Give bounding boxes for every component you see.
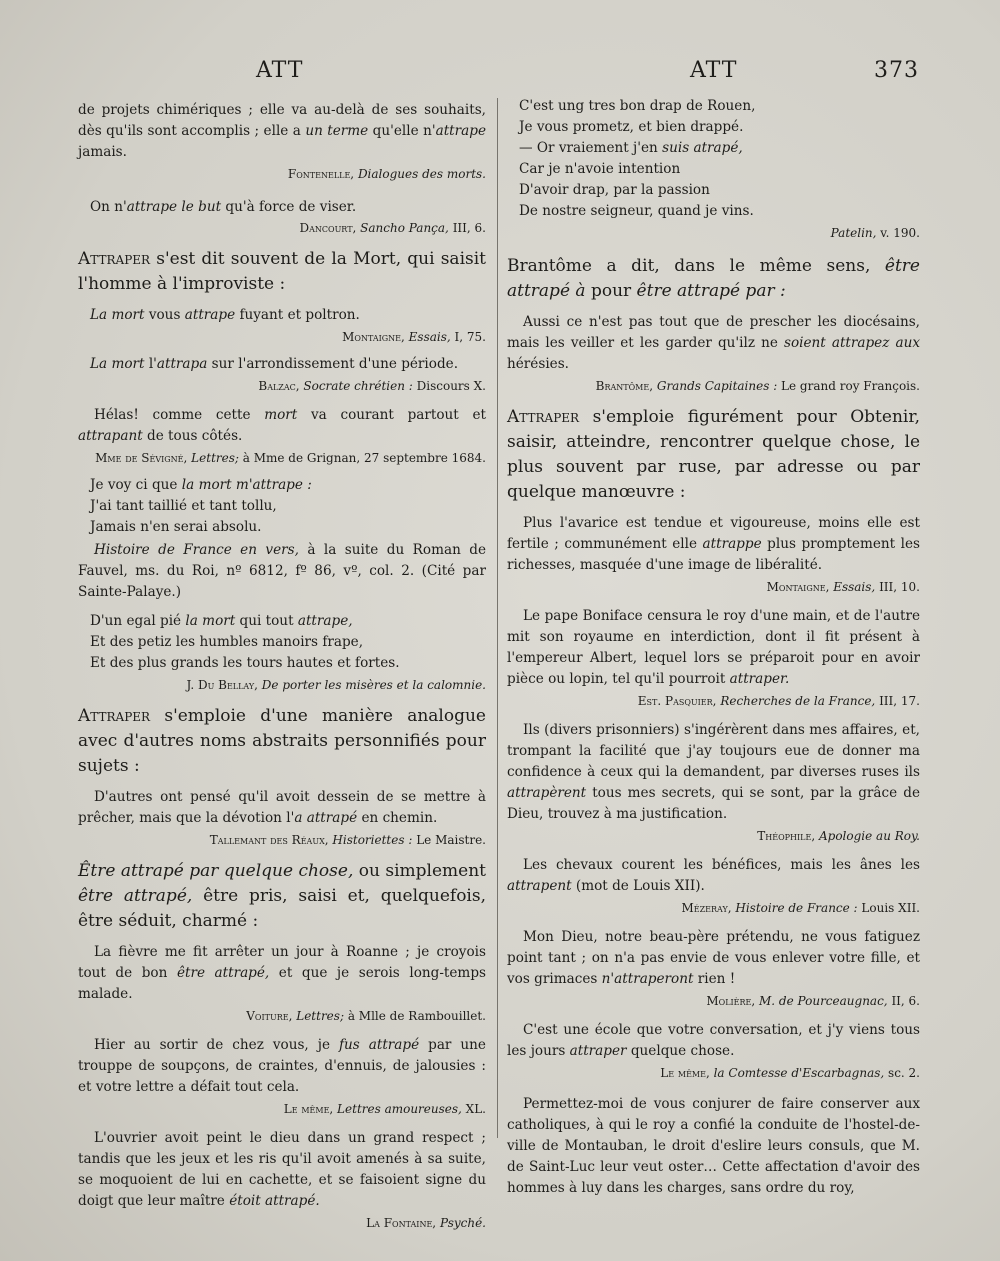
quotation: D'autres ont pensé qu'il avoit dessein de se mettre à prêcher, mais que la dévotion l'a attrapé en chemin. (78, 789, 486, 826)
quotation: Ils (divers prisonniers) s'ingérèrent dans mes affaires, et, trompant la facilité que j'ay toujours eue de donner ma confidence à ceux qui la demandent, par diverses ruses ils attrapèrent tous mes secrets, qui se sont, par la grâce de Dieu, trouvez à ma justification. (507, 722, 920, 822)
attribution: Mme de Sévigné, Lettres; à Mme de Grignan, 27 septembre 1684. (95, 451, 486, 465)
definition-heading: Être attrapé par quelque chose, ou simplement être attrapé, être pris, saisi et, quelquefois, être séduit, charmé : (78, 861, 487, 931)
running-head-center: ATT (690, 58, 738, 83)
verse-quotation: On n'attrape le but qu'à force de viser. (90, 199, 357, 215)
attribution: Fontenelle, Dialogues des morts. (287, 167, 486, 181)
quotation: Hier au sortir de chez vous, je fus attrapé par une trouppe de soupçons, de craintes, d'ennuis, de jalousies : et votre lettre a défait tout cela. (78, 1037, 486, 1095)
definition-heading: Attraper s'est dit souvent de la Mort, qui saisit l'homme à l'improviste : (78, 249, 486, 294)
running-head-left: ATT (256, 58, 304, 83)
attribution: Montaigne, Essais, III, 10. (766, 580, 920, 594)
attribution: Le même, Lettres amoureuses, XL. (283, 1102, 486, 1116)
attribution: Montaigne, Essais, I, 75. (342, 330, 486, 344)
definition-heading: Brantôme a dit, dans le même sens, être attrapé à pour être attrapé par : (507, 256, 920, 301)
verse-quotation: Je voy ci que la mort m'attrape : J'ai tant taillié et tant tollu, Jamais n'en serai absolu. (90, 477, 312, 535)
attribution: Le même, la Comtesse d'Escarbagnas, sc. 2. (660, 1066, 920, 1080)
column-divider (497, 98, 498, 1138)
verse-quotation: C'est ung tres bon drap de Rouen, Je vous prometz, et bien drappé. — Or vraiement j'en suis atrapé, Car je n'avoie intention D'avoir drap, par la passion De nostre seigneur, quand je vins. (519, 98, 756, 219)
attribution: Brantôme, Grands Capitaines : Le grand roy François. (595, 379, 920, 393)
quotation: L'ouvrier avoit peint le dieu dans un grand respect ; tandis que les jeux et les ris qu'il avoit amenés à sa suite, se moquoient de lui en cachette, et se faisoient signe du doigt que leur maître étoit attrapé. (78, 1130, 486, 1209)
quotation: Mon Dieu, notre beau-père prétendu, ne vous fatiguez point tant ; on n'a pas envie de vous enlever votre fille, et vos grimaces n'attraperont rien ! (507, 929, 920, 987)
definition-heading: Attraper s'emploie d'une manière analogue avec d'autres noms abstraits personnifiés pour sujets : (78, 706, 486, 776)
quotation: La fièvre me fit arrêter un jour à Roanne ; je croyois tout de bon être attrapé, et que je serois long-temps malade. (78, 944, 486, 1002)
attribution: Patelin, v. 190. (830, 226, 920, 240)
attribution: La Fontaine, Psyché. (366, 1216, 486, 1230)
quotation: de projets chimériques ; elle va au-delà de ses souhaits, dès qu'ils sont accomplis ; elle a un terme qu'elle n'attrape jamais. (78, 102, 486, 160)
quotation: Histoire de France en vers, à la suite du Roman de Fauvel, ms. du Roi, nº 6812, fº 86, vº, col. 2. (Cité par Sainte-Palaye.) (78, 542, 486, 600)
attribution: Dancourt, Sancho Pança, III, 6. (299, 221, 486, 235)
quotation: Le pape Boniface censura le roy d'une main, et de l'autre mit son royaume en interdiction, dont il fit présent à l'empereur Albert, lequel lors se préparoit pour en avoir pièce ou lopin, tel qu'il pourroit attraper. (507, 608, 920, 687)
page-number: 373 (874, 58, 919, 83)
attribution: Est. Pasquier, Recherches de la France, III, 17. (637, 694, 920, 708)
attribution: Théophile, Apologie au Roy. (757, 829, 920, 843)
attribution: Balzac, Socrate chrétien : Discours X. (258, 379, 486, 393)
verse-quotation: La mort vous attrape fuyant et poltron. (90, 307, 360, 323)
left-column (78, 100, 486, 1232)
quotation: Aussi ce n'est pas tout que de prescher les diocésains, mais les veiller et les garder qu'ilz ne soient attrapez aux hérésies. (507, 314, 920, 372)
verse-quotation: D'un egal pié la mort qui tout attrape, Et des petiz les humbles manoirs frape, Et des plus grands les tours hautes et fortes. (90, 613, 400, 671)
verse-quotation: La mort l'attrapa sur l'arrondissement d'une période. (90, 356, 459, 372)
quotation: Permettez-moi de vous conjurer de faire conserver aux catholiques, à qui le roy a confié la conduite de l'hostel-de-ville de Montauban, le droit d'eslire leurs consuls, que M. de Saint-Luc leur veut oster… Cette affectation d'avoir des hommes à luy dans les charges, sans ordre du roy, (507, 1096, 920, 1196)
attribution: Mézeray, Histoire de France : Louis XII. (681, 901, 920, 915)
attribution: Tallemant des Réaux, Historiettes : Le Maistre. (209, 833, 486, 847)
right-column (507, 96, 920, 1199)
attribution: J. Du Bellay, De porter les misères et la calomnie. (186, 678, 486, 692)
quotation: Les chevaux courent les bénéfices, mais les ânes les attrapent (mot de Louis XII). (507, 857, 920, 894)
quotation: Hélas! comme cette mort va courant partout et attrapant de tous côtés. (78, 407, 486, 444)
quotation: Plus l'avarice est tendue et vigoureuse, moins elle est fertile ; communément elle attrappe plus promptement les richesses, masquée d'une image de libéralité. (507, 515, 921, 573)
attribution: Molière, M. de Pourceaugnac, II, 6. (706, 994, 920, 1008)
definition-heading: Attraper s'emploie figurément pour Obtenir, saisir, atteindre, rencontrer quelque chose, le plus souvent par ruse, par adresse ou par quelque manœuvre : (507, 407, 920, 502)
quotation: C'est une école que votre conversation, et j'y viens tous les jours attraper quelque chose. (507, 1022, 920, 1059)
attribution: Voiture, Lettres; à Mlle de Rambouillet. (246, 1009, 486, 1023)
